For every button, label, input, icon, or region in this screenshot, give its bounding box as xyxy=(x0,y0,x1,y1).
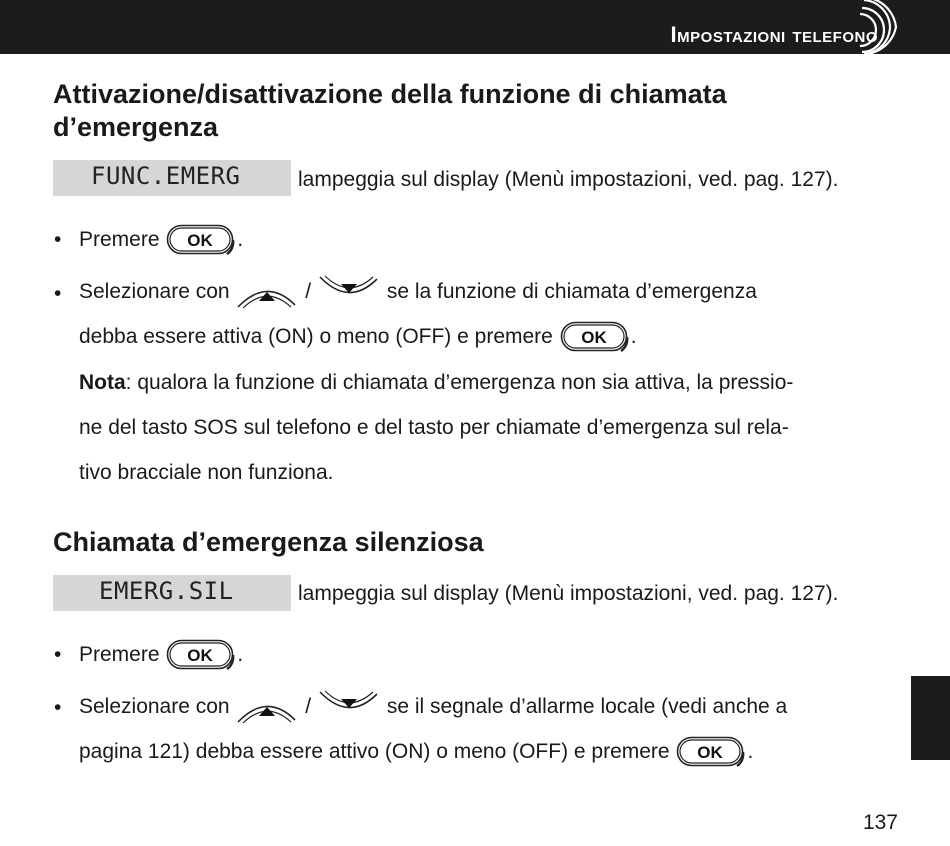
header-title: Impostazioni telefono xyxy=(670,22,878,47)
note-label: Nota xyxy=(79,371,126,394)
header-rings-icon xyxy=(842,0,902,54)
chapter-tab xyxy=(911,676,950,760)
section1-display-caption: lampeggia sul display (Menù impostazioni, ved. pag. 127). xyxy=(298,168,839,191)
down-key-icon xyxy=(317,690,381,724)
step-text: Selezionare con xyxy=(79,280,230,303)
ok-key-icon xyxy=(676,736,746,768)
display-emerg-sil-text: EMERG.SIL xyxy=(99,577,234,605)
key-separator: / xyxy=(305,695,312,718)
display-emerg-sil xyxy=(53,575,291,611)
ok-key-label: OK xyxy=(187,646,214,666)
ok-key-icon xyxy=(560,321,630,353)
key-separator: / xyxy=(305,280,312,303)
bullet: • xyxy=(54,282,62,305)
section1-title-line2: d’emergenza xyxy=(53,112,219,142)
period: . xyxy=(747,740,754,763)
section2-title: Chiamata d’emergenza silenziosa xyxy=(53,527,484,557)
step-text: Selezionare con xyxy=(79,695,230,718)
header-bar xyxy=(0,0,950,54)
period: . xyxy=(237,643,244,666)
display-func-emerg xyxy=(53,160,291,196)
step-text: debba essere attiva (ON) o meno (OFF) e premere xyxy=(79,325,553,348)
ok-key-icon xyxy=(166,639,236,671)
step-text: Premere xyxy=(79,228,160,251)
page-number: 137 xyxy=(862,811,898,834)
note-line1 xyxy=(79,371,793,395)
ok-key-label: OK xyxy=(580,328,607,348)
bullet: • xyxy=(54,696,62,719)
bullet: • xyxy=(54,643,62,666)
display-func-emerg-text: FUNC.EMERG xyxy=(91,162,241,190)
up-key-icon xyxy=(235,690,299,724)
section1-step2-line1 xyxy=(79,274,757,310)
up-key-icon xyxy=(235,275,299,309)
ok-key-label: OK xyxy=(697,743,724,763)
ok-key-label: OK xyxy=(187,231,214,251)
period: . xyxy=(237,228,244,251)
ok-key-icon xyxy=(166,224,236,256)
section1-step2-line2 xyxy=(79,319,637,355)
section1-title-line1: Attivazione/disattivazione della funzione di chiamata xyxy=(53,79,727,109)
section1-title xyxy=(53,78,727,144)
note-text: : qualora la funzione di chiamata d’emergenza non sia attiva, la pressio- xyxy=(125,371,794,394)
step-text: Premere xyxy=(79,643,160,666)
section2-step1 xyxy=(79,637,243,673)
bullet: • xyxy=(54,228,62,251)
section2-step2-line2 xyxy=(79,734,753,770)
note-line3: tivo bracciale non funziona. xyxy=(79,461,334,484)
period: . xyxy=(630,325,637,348)
section2-step2-line1 xyxy=(79,689,787,725)
down-key-icon xyxy=(317,275,381,309)
section2-display-caption: lampeggia sul display (Menù impostazioni, ved. pag. 127). xyxy=(298,582,839,605)
step-text: se la funzione di chiamata d’emergenza xyxy=(386,280,757,303)
step-text: se il segnale d’allarme locale (vedi anche a xyxy=(386,695,788,718)
section1-step1 xyxy=(79,222,243,258)
note-line2: ne del tasto SOS sul telefono e del tasto per chiamate d’emergenza sul rela- xyxy=(79,416,789,439)
step-text: pagina 121) debba essere attivo (ON) o meno (OFF) e premere xyxy=(79,740,670,763)
